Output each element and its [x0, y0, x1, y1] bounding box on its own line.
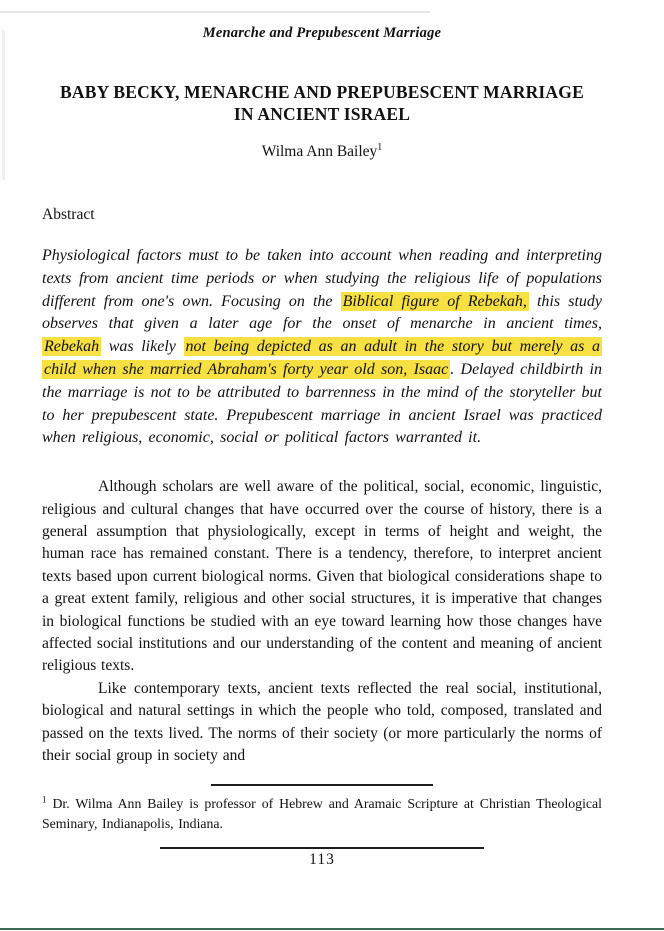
running-header: Menarche and Prepubescent Marriage	[202, 25, 442, 41]
page-content	[0, 25, 664, 869]
footnote-marker: 1	[42, 794, 47, 805]
title-line-1: BABY BECKY, MENARCHE AND PREPUBESCENT MARRIAGE	[60, 82, 584, 102]
scan-edge-artifact	[0, 11, 430, 13]
abstract-paragraph	[42, 245, 602, 450]
abstract-segment: . Delayed childbirth in the marriage is not to be attributed to barrenness in the mind of the storyteller but to her prepubescent state. Prepubescent marriage in ancient Israel was practiced when religious, economic, social or political factors warranted it.	[42, 360, 602, 447]
abstract-segment-highlighted: not being depicted as an adult in the story but merely as a child when she married Abraham's forty year old son, Isaac	[44, 338, 600, 378]
abstract-segment: this study observes that given a later age for the onset of menarche in ancient times,	[42, 292, 602, 333]
page-number-rule	[160, 847, 484, 849]
abstract-segment: was likely	[101, 338, 184, 356]
abstract-segment: Physiological factors must to be taken into account when reading and interpreting texts from ancient time periods or when studying the religious life of populations different from one's own. Focusing on the	[42, 247, 602, 310]
footnote-text: Dr. Wilma Ann Bailey is professor of Hebrew and Aramaic Scripture at Christian Theological Seminary, Indianapolis, Indiana.	[42, 796, 602, 831]
title-line-2: IN ANCIENT ISRAEL	[233, 104, 411, 124]
abstract-segment-highlighted: Biblical figure of Rebekah,	[342, 292, 527, 310]
abstract-label: Abstract	[42, 206, 95, 223]
article-title	[42, 81, 602, 125]
body-text	[42, 476, 602, 767]
author-footnote-marker: 1	[377, 141, 383, 153]
footnote-separator	[211, 784, 433, 786]
abstract-segment-highlighted: Rebekah	[44, 338, 100, 356]
author-line	[42, 143, 602, 161]
footnote	[42, 794, 602, 833]
author-name: Wilma Ann Bailey	[261, 143, 378, 160]
bottom-bar	[0, 928, 664, 930]
body-paragraph-1: Although scholars are well aware of the political, social, economic, linguistic, religious and cultural changes that have occurred over the course of history, there is a general assumption that physiologically, except in terms of height and weight, the human race has remained constant. There is a tendency, therefore, to interpret ancient texts based upon current biological norms. Given that biological considerations shape to a great extent family, religious and other social structures, it is imperative that changes in biological functions be studied with an eye toward learning how those changes have affected social institutions and our understanding of the content and meaning of ancient religious texts.	[42, 478, 602, 675]
page-number: 113	[309, 851, 335, 869]
body-paragraph-2: Like contemporary texts, ancient texts reflected the real social, institutional, biological and natural settings in which the people who told, composed, translated and passed on the texts lived. The norms of their society (or more particularly the norms of their social group in society and	[42, 679, 602, 765]
